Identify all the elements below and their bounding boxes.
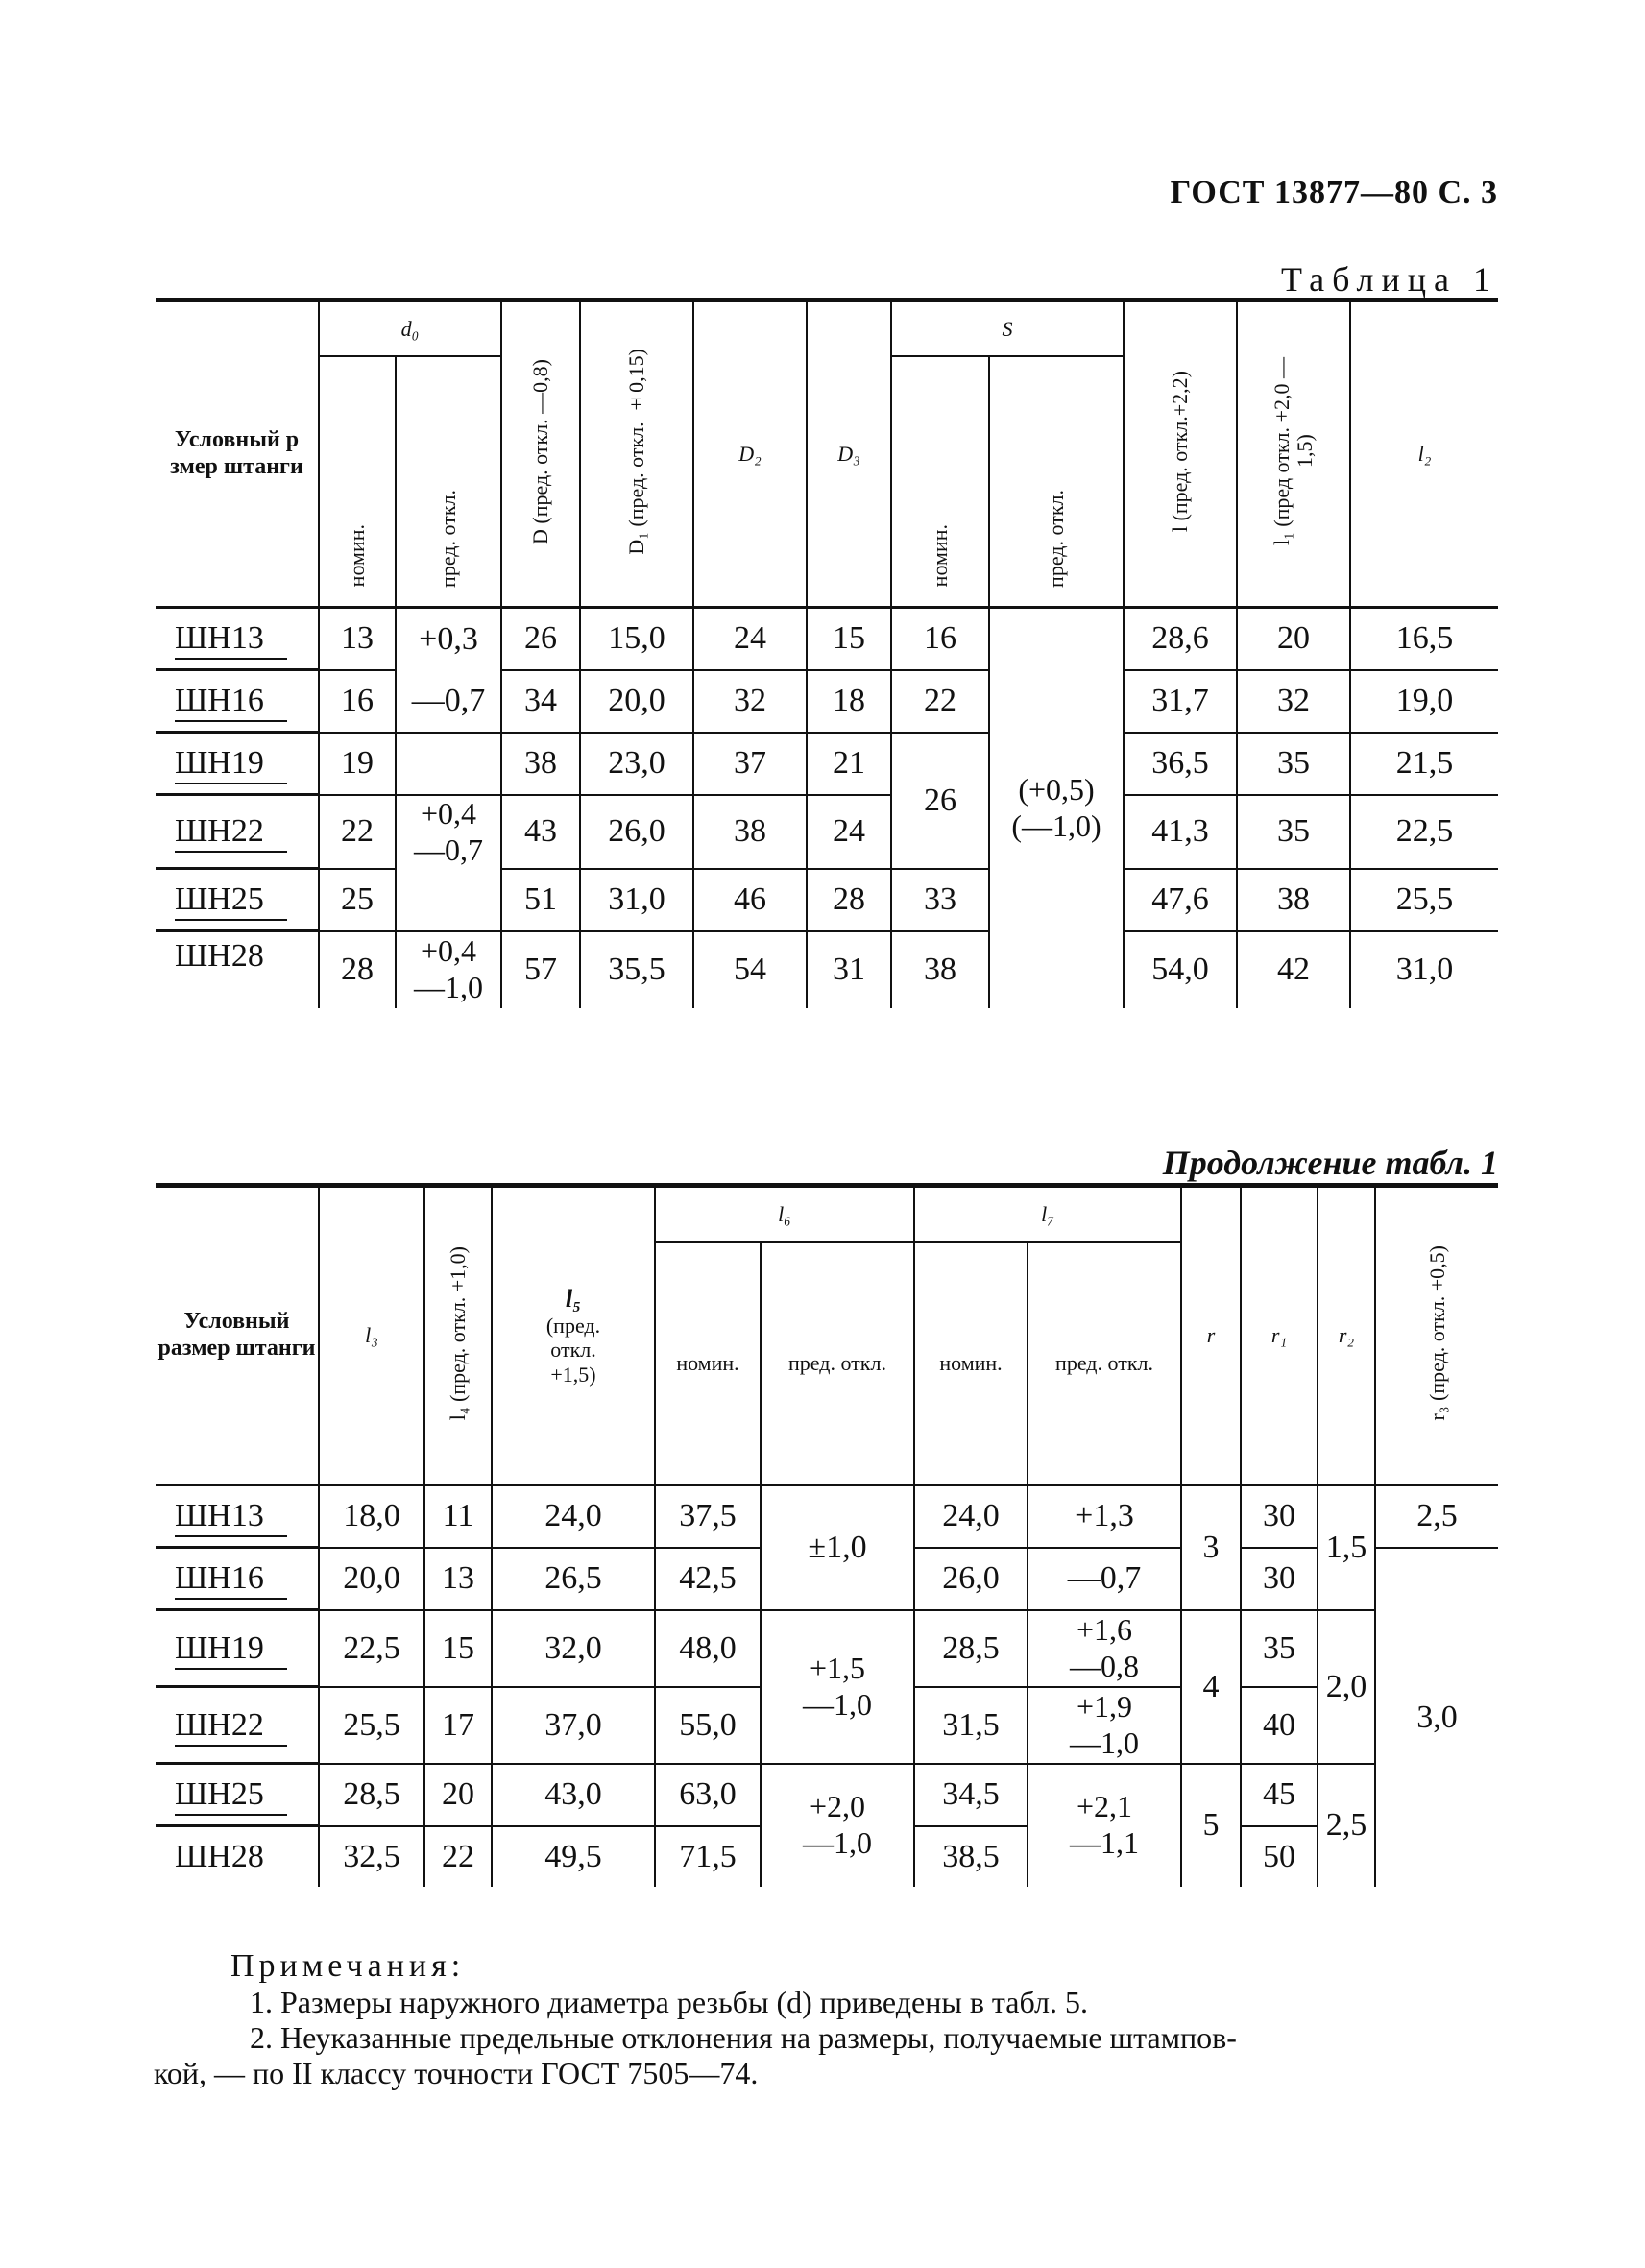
row-name: ШН16 (175, 1560, 287, 1600)
cell: 24 (807, 795, 891, 869)
cell: 37,5 (655, 1485, 761, 1548)
cell: 17 (424, 1687, 492, 1764)
cell: 32,0 (492, 1610, 655, 1687)
l6-dev-g3a: +2,0 (809, 1789, 866, 1824)
cell: 22 (424, 1826, 492, 1888)
t2-size-header: Условный размер штанги (157, 1309, 316, 1361)
table2-caption: Продолжение табл. 1 (1162, 1144, 1498, 1182)
row-name: ШН25 (175, 881, 287, 921)
cell: 16,5 (1350, 608, 1498, 670)
row-name: ШН19 (175, 1630, 287, 1670)
cell: 24,0 (914, 1485, 1028, 1548)
t1-S-nom-header: номин. (928, 524, 953, 588)
cell: —0,7 (1028, 1548, 1181, 1610)
l7-dev-a: +2,1 (1077, 1789, 1133, 1824)
cell: 31,0 (1350, 931, 1498, 1008)
row-name: ШН13 (175, 1498, 287, 1537)
table-row (156, 1764, 1498, 1826)
l7-dev-b: —1,1 (1070, 1825, 1140, 1861)
t2-r2-header: r₂ (1318, 1186, 1375, 1485)
cell: 28 (807, 869, 891, 931)
t1-S-header: S (891, 301, 1124, 356)
cell: 43,0 (492, 1764, 655, 1826)
table-row (156, 869, 1498, 931)
t2-l7-dev: пред. откл. (1028, 1242, 1181, 1485)
t2-l6-nom: номин. (655, 1242, 761, 1485)
cell: 18,0 (319, 1485, 424, 1548)
cell: 20 (1237, 608, 1350, 670)
cell: 38 (891, 931, 989, 1008)
l6-dev-g2b: —1,0 (803, 1686, 872, 1722)
cell: 38 (693, 795, 807, 869)
t2-l4-header: l₄ (пред. откл. +1,0) (446, 1245, 471, 1420)
cell: 43 (501, 795, 580, 869)
cell: 22 (891, 670, 989, 733)
cell: 30 (1241, 1548, 1318, 1610)
cell: 2,0 (1318, 1610, 1375, 1764)
table-row (156, 608, 1498, 670)
l7-dev-cell (1028, 1610, 1181, 1687)
s-dev-b: —1,0 (1022, 808, 1091, 843)
cell: 71,5 (655, 1826, 761, 1888)
cell: 32 (1237, 670, 1350, 733)
note-2-cont: кой, — по II классу точности ГОСТ 7505—74. (154, 2055, 759, 2090)
row-name: ШН16 (175, 683, 287, 722)
cell: 24,0 (492, 1485, 655, 1548)
page-header: ГОСТ 13877—80 С. 3 (1170, 175, 1498, 210)
cell: 28,5 (319, 1764, 424, 1826)
cell: 34,5 (914, 1764, 1028, 1826)
t2-r3-header: r₃ (пред. откл. +0,5) (1424, 1245, 1449, 1421)
cell: 37 (693, 733, 807, 795)
cell: 16 (891, 608, 989, 670)
cell: 15 (807, 608, 891, 670)
table1 (156, 298, 1498, 1008)
l6-dev-g3b: —1,0 (803, 1825, 872, 1861)
cell: 38 (501, 733, 580, 795)
cell: 33 (891, 869, 989, 931)
cell: 31,5 (914, 1687, 1028, 1764)
cell: 28 (319, 931, 396, 1008)
cell: 25,5 (1350, 869, 1498, 931)
cell: 22,5 (1350, 795, 1498, 869)
table-row (156, 1485, 1498, 1548)
table-row (156, 733, 1498, 795)
cell: 26 (501, 608, 580, 670)
cell: 5 (1181, 1764, 1241, 1888)
cell: 19,0 (1350, 670, 1498, 733)
row-name: ШН28 (175, 1839, 264, 1874)
cell: 21 (807, 733, 891, 795)
t1-d0-dev-header: пред. откл. (436, 489, 461, 588)
cell: 35 (1241, 1610, 1318, 1687)
cell: 35 (1237, 733, 1350, 795)
cell: 13 (424, 1548, 492, 1610)
s-dev-group: (+0,5) (—1,0) (1011, 771, 1101, 843)
table1-caption: Таблица 1 (1281, 260, 1498, 299)
d0-dev-g3b: —1,0 (414, 970, 483, 1004)
l7-dev-cell (1028, 1764, 1181, 1888)
row-name: ШН22 (175, 813, 287, 853)
cell: 28,6 (1124, 608, 1237, 670)
cell: 20,0 (319, 1548, 424, 1610)
cell: +1,3 (1028, 1485, 1181, 1548)
l7-dev-b: —0,8 (1070, 1648, 1140, 1683)
t1-S-dev-header: пред. откл. (1044, 489, 1069, 588)
cell: 15,0 (580, 608, 693, 670)
t1-size-header: Условный р змер штанги (170, 427, 303, 479)
cell: 35,5 (580, 931, 693, 1008)
l7-dev-a: +1,6 (1077, 1611, 1133, 1647)
d0-dev-g3a: +0,4 (420, 933, 477, 968)
cell: 57 (501, 931, 580, 1008)
cell: 25 (319, 869, 396, 931)
t2-l5-header: l₅ (565, 1285, 582, 1314)
cell: 32 (693, 670, 807, 733)
cell: 48,0 (655, 1610, 761, 1687)
cell: 38,5 (914, 1826, 1028, 1888)
cell: 49,5 (492, 1826, 655, 1888)
t2-l3-header: l₃ (319, 1186, 424, 1485)
cell: 26 (891, 733, 989, 869)
cell: 45 (1241, 1764, 1318, 1826)
row-name: ШН19 (175, 745, 287, 784)
l6-dev-g2a: +1,5 (809, 1650, 866, 1685)
table-row (156, 795, 1498, 869)
cell: 32,5 (319, 1826, 424, 1888)
cell: 25,5 (319, 1687, 424, 1764)
t1-D-header: D (пред. откл. —0,8) (528, 358, 553, 544)
l7-dev-a: +1,9 (1077, 1688, 1133, 1724)
t1-d0-header: d₀ (319, 301, 501, 356)
table2 (156, 1183, 1498, 1887)
t2-l6-header: l₆ (655, 1186, 914, 1242)
cell: 30 (1241, 1485, 1318, 1548)
notes (154, 1947, 1498, 2090)
cell-empty (396, 869, 501, 931)
t2-r1-header: r₁ (1241, 1186, 1318, 1485)
cell: 11 (424, 1485, 492, 1548)
cell: 24 (693, 608, 807, 670)
cell: +0,3 (396, 608, 501, 670)
cell: 20,0 (580, 670, 693, 733)
s-dev-a: +0,5 (1028, 771, 1085, 807)
cell: 3 (1181, 1485, 1241, 1610)
cell: 2,5 (1375, 1485, 1498, 1548)
table-row (156, 1610, 1498, 1687)
t2-l5-header-cell (492, 1186, 655, 1485)
cell: 31,0 (580, 869, 693, 931)
cell: 42,5 (655, 1548, 761, 1610)
cell: 26,5 (492, 1548, 655, 1610)
row-name: ШН25 (175, 1776, 287, 1816)
row-name: ШН22 (175, 1707, 287, 1747)
cell-empty (396, 733, 501, 795)
cell: 4 (1181, 1610, 1241, 1764)
table-row (156, 670, 1498, 733)
t1-D2-header: D₂ (693, 301, 807, 608)
l7-dev-cell (1028, 1687, 1181, 1764)
t2-l6-dev: пред. откл. (761, 1242, 914, 1485)
cell: 26,0 (914, 1548, 1028, 1610)
l6-dev-group-2 (761, 1610, 914, 1764)
t2-l5-dev: (пред. откл. +1,5) (545, 1314, 601, 1387)
t1-l-header: l (пред. откл.+2,2) (1168, 371, 1193, 533)
d0-dev-group-3 (396, 931, 501, 1008)
cell: 63,0 (655, 1764, 761, 1826)
t2-l7-nom: номин. (914, 1242, 1028, 1485)
cell: 55,0 (655, 1687, 761, 1764)
cell: 31,7 (1124, 670, 1237, 733)
t2-l7-header: l₇ (914, 1186, 1181, 1242)
t1-D3-header: D₃ (807, 301, 891, 608)
cell: ±1,0 (761, 1485, 914, 1610)
cell: 38 (1237, 869, 1350, 931)
t1-D1-header: D₁ (пред. откл. ±0,15) (624, 349, 649, 555)
cell: 22 (319, 795, 396, 869)
d0-dev-g2a: +0,4 (420, 795, 477, 831)
row-name: ШН28 (175, 938, 264, 974)
note-1: 1. Размеры наружного диаметра резьбы (d) приведены в табл. 5. (250, 1985, 1088, 2020)
d0-dev-group-2 (396, 795, 501, 869)
cell: 34 (501, 670, 580, 733)
cell: 20 (424, 1764, 492, 1826)
cell: 22,5 (319, 1610, 424, 1687)
cell: —0,7 (396, 670, 501, 733)
l7-dev-b: —1,0 (1070, 1725, 1140, 1760)
notes-title: Примечания: (230, 1948, 466, 1984)
row-name: ШН13 (175, 620, 287, 660)
cell: 35 (1237, 795, 1350, 869)
cell: 3,0 (1375, 1548, 1498, 1888)
cell: 16 (319, 670, 396, 733)
cell: 15 (424, 1610, 492, 1687)
cell: 47,6 (1124, 869, 1237, 931)
d0-dev-g2b: —0,7 (414, 832, 483, 867)
cell: 37,0 (492, 1687, 655, 1764)
cell: 28,5 (914, 1610, 1028, 1687)
cell: 41,3 (1124, 795, 1237, 869)
cell: 46 (693, 869, 807, 931)
t2-r-header: r (1181, 1186, 1241, 1485)
cell: 21,5 (1350, 733, 1498, 795)
cell: 26,0 (580, 795, 693, 869)
cell: 51 (501, 869, 580, 931)
cell: 40 (1241, 1687, 1318, 1764)
cell: 13 (319, 608, 396, 670)
cell: 23,0 (580, 733, 693, 795)
cell: 2,5 (1318, 1764, 1375, 1888)
table-row (156, 931, 1498, 1008)
cell: 54 (693, 931, 807, 1008)
cell: 19 (319, 733, 396, 795)
cell: 18 (807, 670, 891, 733)
t1-l2-header: l₂ (1350, 301, 1498, 608)
cell: 36,5 (1124, 733, 1237, 795)
t1-l1-header: l₁ (пред откл. +2,0 —1,5) (1269, 357, 1317, 546)
cell: 50 (1241, 1826, 1318, 1888)
cell: 31 (807, 931, 891, 1008)
cell: 1,5 (1318, 1485, 1375, 1610)
note-2: 2. Неуказанные предельные отклонения на размеры, получаемые штампов- (250, 2019, 1237, 2055)
l6-dev-group-3 (761, 1764, 914, 1888)
cell: 42 (1237, 931, 1350, 1008)
t1-d0-nom-header: номин. (345, 524, 370, 588)
cell: 54,0 (1124, 931, 1237, 1008)
